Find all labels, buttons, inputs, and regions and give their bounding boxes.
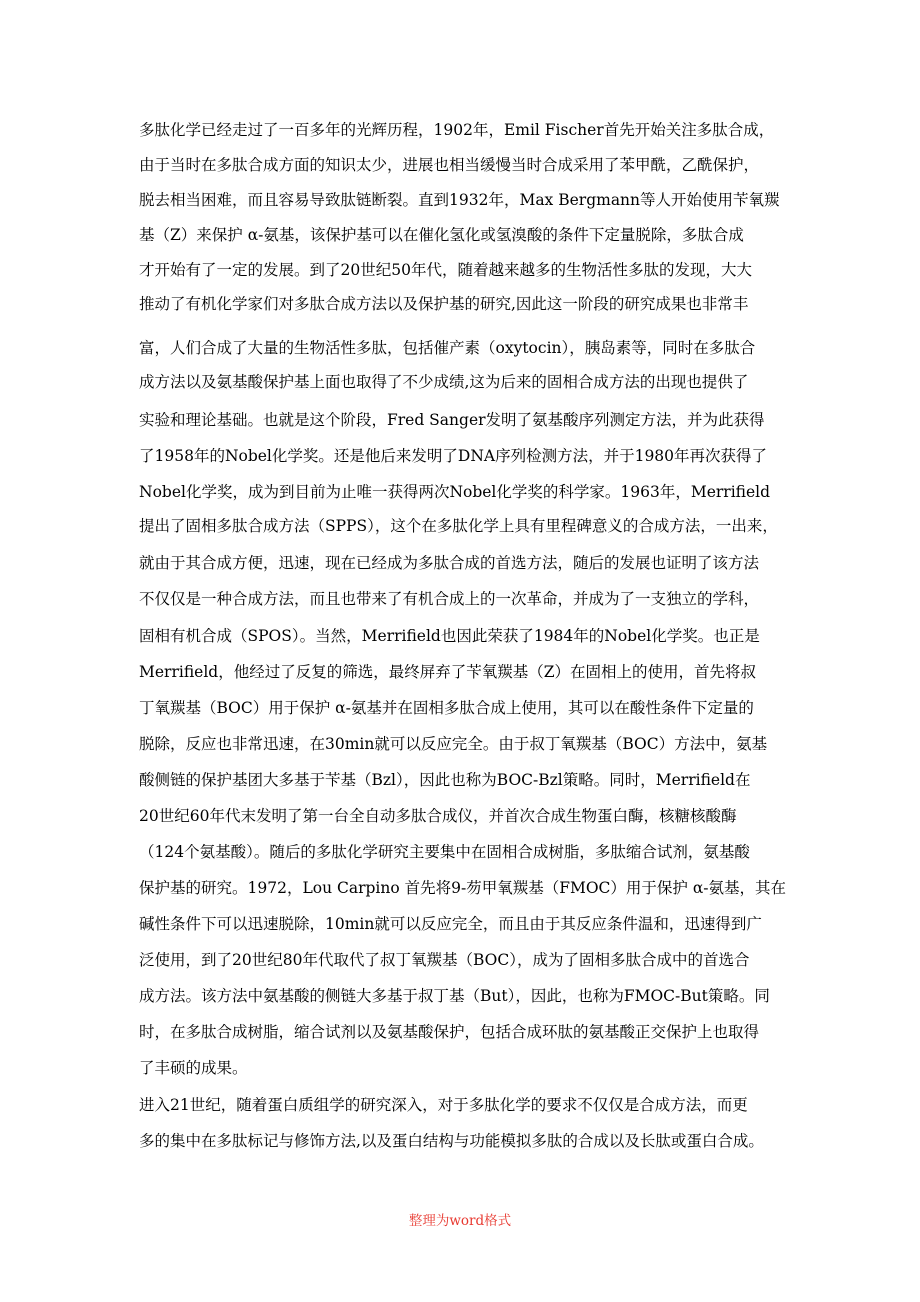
text-line: 时，在多肽合成树脂，缩合试剂以及氨基酸保护，包括合成环肽的氨基酸正交保护上也取得 [139, 1023, 760, 1041]
text-line: 进入21世纪，随着蛋白质组学的研究深入，对于多肽化学的要求不仅仅是合成方法，而更 [139, 1096, 748, 1114]
text-line: 多肽化学已经走过了一百多年的光辉历程，1902年，Emil Fischer首先开始关注多肽合成， [139, 121, 775, 139]
text-line: 由于当时在多肽合成方面的知识太少，进展也相当缓慢当时合成采用了苯甲酰，乙酰保护， [139, 156, 760, 174]
text-line: 了1958年的Nobel化学奖。还是他后来发明了DNA序列检测方法，并于1980年再次获得了 [139, 447, 768, 465]
text-line: 才开始有了一定的发展。到了20世纪50年代，随着越来越多的生物活性多肽的发现，大大 [139, 261, 752, 279]
text-line: Merrifield，他经过了反复的筛选，最终屏弃了苄氧羰基（Z）在固相上的使用，首先将叔 [139, 663, 756, 681]
text-line: 保护基的研究。1972，Lou Carpino 首先将9-芴甲氧羰基（FMOC）用于保护 α-氨基，其在 [139, 879, 787, 897]
text-line: Nobel化学奖，成为到目前为止唯一获得两次Nobel化学奖的科学家。1963年，Merrifield [139, 483, 771, 501]
text-line: 多的集中在多肽标记与修饰方法,以及蛋白结构与功能模拟多肽的合成以及长肽或蛋白合成。 [139, 1132, 764, 1150]
text-line: 基（Z）来保护 α-氨基，该保护基可以在催化氢化或氢溴酸的条件下定量脱除，多肽合成 [139, 226, 744, 244]
text-line: 推动了有机化学家们对多肽合成方法以及保护基的研究,因此这一阶段的研究成果也非常丰 [139, 295, 749, 313]
text-line: 脱除，反应也非常迅速，在30min就可以反应完全。由于叔丁氧羰基（BOC）方法中，氨基 [139, 735, 768, 753]
text-line: 酸侧链的保护基团大多基于苄基（Bzl），因此也称为BOC-Bzl策略。同时，Merrifield在 [139, 771, 751, 789]
text-line: 成方法以及氨基酸保护基上面也取得了不少成绩,这为后来的固相合成方法的出现也提供了 [139, 373, 749, 391]
text-line: （124个氨基酸）。随后的多肽化学研究主要集中在固相合成树脂，多肽缩合试剂，氨基酸 [139, 843, 750, 861]
text-line: 不仅仅是一种合成方法，而且也带来了有机合成上的一次革命，并成为了一支独立的学科， [139, 590, 760, 608]
text-line: 实验和理论基础。也就是这个阶段，Fred Sanger发明了氨基酸序列测定方法，并为此获得 [139, 411, 765, 429]
text-line: 丁氧羰基（BOC）用于保护 α-氨基并在固相多肽合成上使用，其可以在酸性条件下定量的 [139, 699, 754, 717]
text-line: 固相有机合成（SPOS）。当然，Merrifield也因此荣获了1984年的Nobel化学奖。也正是 [139, 627, 760, 645]
text-line: 富，人们合成了大量的生物活性多肽，包括催产素（oxytocin），胰岛素等，同时在多肽合 [139, 339, 756, 357]
text-line: 脱去相当困难，而且容易导致肽链断裂。直到1932年，Max Bergmann等人开始使用苄氧羰 [139, 191, 780, 209]
page-footer: 整理为word格式 [408, 1213, 512, 1229]
text-line: 成方法。该方法中氨基酸的侧链大多基于叔丁基（But），因此，也称为FMOC-But策略。同 [139, 987, 770, 1005]
text-line: 20世纪60年代末发明了第一台全自动多肽合成仪，并首次合成生物蛋白酶，核糖核酸酶 [139, 807, 737, 825]
text-line: 了丰硕的成果。 [139, 1059, 248, 1077]
text-line: 提出了固相多肽合成方法（SPPS），这个在多肽化学上具有里程碑意义的合成方法，一出来， [139, 517, 778, 535]
text-line: 就由于其合成方便，迅速，现在已经成为多肽合成的首选方法，随后的发展也证明了该方法 [139, 554, 760, 572]
text-line: 碱性条件下可以迅速脱除，10min就可以反应完全，而且由于其反应条件温和，迅速得到广 [139, 915, 762, 933]
text-line: 泛使用，到了20世纪80年代取代了叔丁氧羰基（BOC），成为了固相多肽合成中的首选合 [139, 951, 750, 969]
